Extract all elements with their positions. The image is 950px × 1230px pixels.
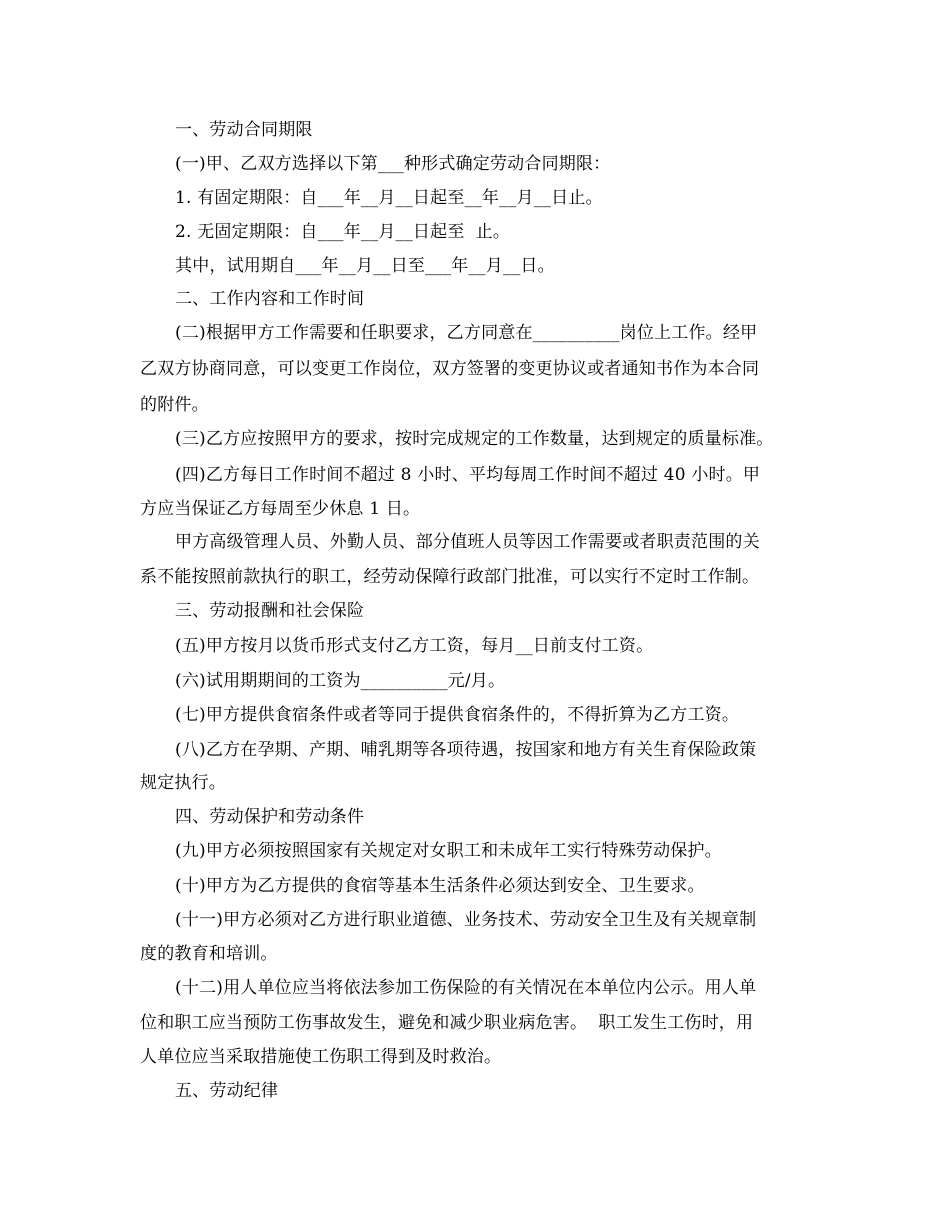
section-heading-3: 三、劳动报酬和社会保险 — [175, 601, 365, 621]
paragraph-line: 1. 有固定期限：自___年__月__日起至__年__月__日止。 — [175, 188, 603, 208]
section-heading-2: 二、工作内容和工作时间 — [175, 289, 365, 309]
paragraph-line: (四)乙方每日工作时间不超过 8 小时、平均每周工作时间不超过 40 小时。甲 — [175, 465, 761, 485]
paragraph-line: (三)乙方应按照甲方的要求，按时完成规定的工作数量，达到规定的质量标准。 — [175, 429, 774, 449]
paragraph-line: 2. 无固定期限：自___年__月__日起至 止。 — [175, 222, 511, 242]
paragraph-line: (十一)甲方必须对乙方进行职业道德、业务技术、劳动安全卫生及有关规章制 — [175, 910, 757, 930]
paragraph-line: (二)根据甲方工作需要和任职要求，乙方同意在__________岗位上工作。经甲 — [175, 323, 758, 343]
section-heading-5: 五、劳动纪律 — [175, 1081, 279, 1101]
paragraph-line: 其中，试用期自___年__月__日至___年__月__日。 — [175, 256, 555, 276]
paragraph-line: (一)甲、乙双方选择以下第___种形式确定劳动合同期限： — [175, 154, 611, 174]
paragraph-line: 甲方高级管理人员、外勤人员、部分值班人员等因工作需要或者职责范围的关 — [175, 532, 760, 552]
paragraph-line: (五)甲方按月以货币形式支付乙方工资，每月__日前支付工资。 — [175, 636, 654, 656]
paragraph-line: (十)甲方为乙方提供的食宿等基本生活条件必须达到安全、卫生要求。 — [175, 876, 705, 896]
paragraph-line: 系不能按照前款执行的职工，经劳动保障行政部门批准，可以实行不定时工作制。 — [140, 567, 760, 587]
section-heading-1: 一、劳动合同期限 — [175, 120, 313, 140]
paragraph-line: 乙双方协商同意，可以变更工作岗位，双方签署的变更协议或者通知书作为本合同 — [140, 359, 760, 379]
section-heading-4: 四、劳动保护和劳动条件 — [175, 807, 365, 827]
paragraph-line: 规定执行。 — [140, 773, 226, 793]
paragraph-line: 度的教育和培训。 — [140, 944, 278, 964]
paragraph-line: (七)甲方提供食宿条件或者等同于提供食宿条件的，不得折算为乙方工资。 — [175, 705, 740, 725]
paragraph-line: 位和职工应当预防工伤事故发生，避免和减少职业病危害。 职工发生工伤时，用 — [140, 1013, 754, 1033]
paragraph-line: (十二)用人单位应当将依法参加工伤保险的有关情况在本单位内公示。用人单 — [175, 978, 757, 998]
paragraph-line: 的附件。 — [140, 395, 209, 415]
paragraph-line: 人单位应当采取措施使工伤职工得到及时救治。 — [140, 1047, 502, 1067]
paragraph-line: (九)甲方必须按照国家有关规定对女职工和未成年工实行特殊劳动保护。 — [175, 841, 722, 861]
paragraph-line: 方应当保证乙方每周至少休息 1 日。 — [140, 499, 421, 519]
paragraph-line: (六)试用期期间的工资为__________元/月。 — [175, 671, 506, 691]
paragraph-line: (八)乙方在孕期、产期、哺乳期等各项待遇，按国家和地方有关生育保险政策 — [175, 740, 757, 760]
